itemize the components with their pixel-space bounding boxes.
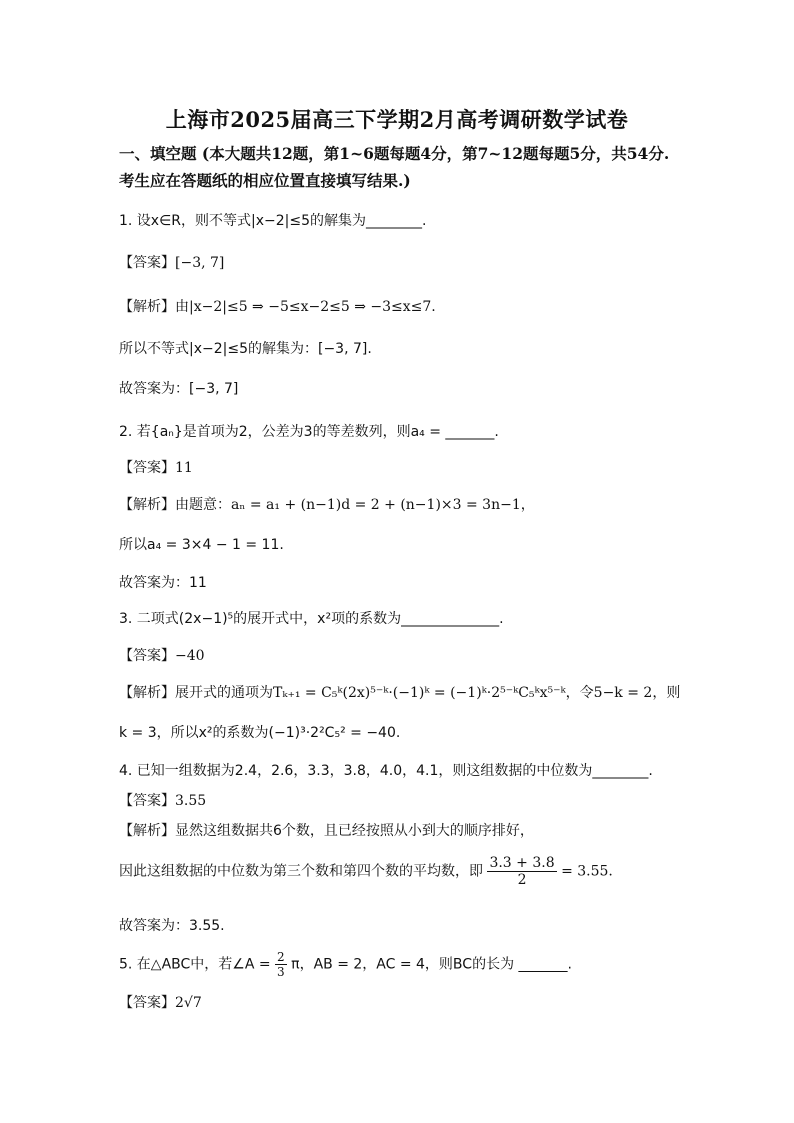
analysis-label: 【解析】 bbox=[119, 497, 175, 513]
answer-value: 2√7 bbox=[175, 995, 202, 1011]
question-5-answer bbox=[119, 992, 202, 1012]
question-2-answer bbox=[119, 457, 193, 477]
question-1-analysis bbox=[119, 296, 436, 316]
answer-label: 【答案】 bbox=[119, 995, 175, 1011]
analysis-text: 展开式的通项为Tₖ₊₁ = C₅ᵏ(2x)⁵⁻ᵏ·(−1)ᵏ = (−1)ᵏ·2⁵⁻ᵏC₅ᵏx⁵⁻ᵏ，令5−k = 2，则 bbox=[175, 685, 681, 701]
conclusion-text: 因此这组数据的中位数为第三个数和第四个数的平均数，即 bbox=[119, 863, 483, 880]
question-4-analysis bbox=[119, 820, 534, 840]
question-4-answer bbox=[119, 790, 206, 810]
conclusion-result: = 3.55. bbox=[561, 863, 613, 880]
question-5-stem bbox=[119, 950, 572, 979]
analysis-text: 由题意：aₙ = a₁ + (n−1)d = 2 + (n−1)×3 = 3n−1， bbox=[175, 497, 535, 513]
fraction-denominator: 2 bbox=[517, 872, 527, 888]
question-1-answer bbox=[119, 252, 224, 272]
section-heading: 一、填空题 (本大题共12题，第1~6题每题4分，第7~12题每题5分，共54分.考生应在答题纸的相应位置直接填写结果.) bbox=[119, 144, 670, 190]
analysis-label: 【解析】 bbox=[119, 299, 175, 315]
answer-label: 【答案】 bbox=[119, 648, 175, 664]
stem-part-a: 5. 在△ABC中，若∠A = bbox=[119, 956, 271, 973]
question-3-answer bbox=[119, 645, 205, 665]
answer-label: 【答案】 bbox=[119, 793, 175, 809]
answer-label: 【答案】 bbox=[119, 460, 175, 476]
answer-value: −40 bbox=[175, 648, 205, 664]
question-4-stem: 4. 已知一组数据为2.4，2.6，3.3，3.8，4.0，4.1，则这组数据的中位数为________. bbox=[119, 763, 653, 779]
question-3-stem: 3. 二项式(2x−1)⁵的展开式中，x²项的系数为______________. bbox=[119, 611, 504, 627]
analysis-label: 【解析】 bbox=[119, 823, 175, 839]
fraction-numerator: 3.3 + 3.8 bbox=[489, 855, 555, 871]
question-1-final: 故答案为：[−3, 7] bbox=[119, 381, 239, 397]
answer-label: 【答案】 bbox=[119, 255, 175, 271]
question-3-analysis bbox=[119, 682, 680, 702]
analysis-text: 由|x−2|≤5 ⇒ −5≤x−2≤5 ⇒ −3≤x≤7. bbox=[175, 299, 436, 315]
question-2-conclusion: 所以a₄ = 3×4 − 1 = 11. bbox=[119, 537, 284, 553]
stem-part-b: π，AB = 2，AC = 4，则BC的长为 _______. bbox=[291, 956, 572, 973]
question-1-conclusion: 所以不等式|x−2|≤5的解集为：[−3, 7]. bbox=[119, 341, 372, 357]
question-3-conclusion: k = 3，所以x²的系数为(−1)³·2²C₅² = −40. bbox=[119, 725, 401, 741]
question-4-final: 故答案为：3.55. bbox=[119, 918, 225, 934]
angle-fraction bbox=[275, 950, 287, 979]
analysis-text: 显然这组数据共6个数，且已经按照从小到大的顺序排好， bbox=[175, 823, 534, 839]
question-2-stem: 2. 若{aₙ}是首项为2，公差为3的等差数列，则a₄ = _______. bbox=[119, 424, 499, 440]
question-4-conclusion bbox=[119, 855, 613, 888]
answer-value: 11 bbox=[175, 460, 193, 476]
question-2-analysis bbox=[119, 494, 535, 514]
question-1-stem: 1. 设x∈R，则不等式|x−2|≤5的解集为________. bbox=[119, 213, 427, 229]
fraction-numerator: 2 bbox=[277, 950, 285, 964]
question-2-final: 故答案为：11 bbox=[119, 575, 207, 591]
answer-value: 3.55 bbox=[175, 793, 207, 809]
page-title: 上海市2025届高三下学期2月高考调研数学试卷 bbox=[165, 107, 629, 132]
analysis-label: 【解析】 bbox=[119, 685, 175, 701]
median-fraction bbox=[487, 855, 556, 888]
answer-value: [−3, 7] bbox=[175, 255, 225, 271]
fraction-denominator: 3 bbox=[277, 965, 285, 979]
